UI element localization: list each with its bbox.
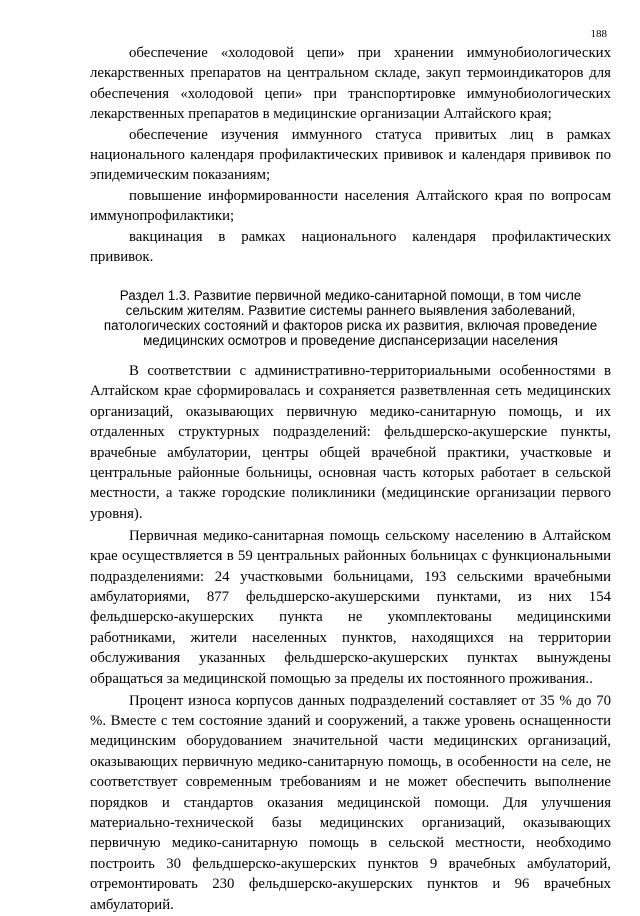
body-paragraph: Процент износа корпусов данных подразделений составляет от 35 % до 70 %. Вместе с тем состояние зданий и сооружений, а также уровень оснащенности медицинским оборудованием значительной части медицинских организаций, оказывающих первичную медико-санитарную помощь, в особенности на селе, не соответствует современным требованиям и не может обеспечить выполнение порядков и стандартов оказания медицинской помощи. Для улучшения материально-технической базы медицинских организаций, оказывающих первичную медико-санитарную помощь в сельской местности, необходимо построить 30 фельдшерско-акушерских пунктов 9 врачебных амбулаторий, отремонтировать 230 фельдшерско-акушерских пунктов и 96 врачебных амбулаторий. xyxy=(90,692,611,913)
section-heading-text: Раздел 1.3. Развитие первичной медико-санитарной помощи, в том числе сельским жителям. Развитие системы раннего выявления заболеваний, патологических состояний и факторов риска их развития, включая проведение медицинских осмотров и проведение диспансеризации населения xyxy=(103,288,598,348)
list-item: вакцинация в рамках национального календаря профилактических прививок. xyxy=(90,228,611,266)
list-item: обеспечение изучения иммунного статуса привитых лиц в рамках национального календаря профилактических прививок и календаря прививок по эпидемическим показаниям; xyxy=(90,126,611,184)
page-number: 188 xyxy=(590,28,607,40)
list-item: обеспечение «холодовой цепи» при хранении иммунобиологических лекарственных препаратов на центральном складе, закуп термоиндикаторов для обеспечения «холодовой цепи» при транспортировке иммунобиологических лекарственных препаратов в медицинские организации Алтайского края; xyxy=(90,45,611,123)
body-paragraph: В соответствии с административно-территориальными особенностями в Алтайском крае сформировалась и сохраняется разветвленная сеть медицинских организаций, оказывающих первичную медико-санитарную помощь, и их отдаленных структурных подразделений: фельдшерско-акушерские пункты, врачебные амбулатории, центры общей врачебной практики, участковые и центральные районные больницы, основная часть которых работает в сельской местности, а также городские поликлиники (медицинские организации первого уровня). xyxy=(90,363,611,522)
body-paragraph: Первичная медико-санитарная помощь сельскому населению в Алтайском крае осуществляется в 59 центральных районных больницах с функциональными подразделениями: 24 участковыми больницами, 193 сельскими врачебными амбулаториями, 877 фельдшерско-акушерскими пунктами, из них 154 фельдшерско-акушерских пункта не укомплектованы медицинскими работниками, жители населенных пунктов, находящихся на территории обслуживания указанных фельдшерско-акушерских пунктах вынуждены обращаться за медицинской помощью за пределы их постоянного проживания.. xyxy=(90,527,611,687)
list-item: повышение информированности населения Алтайского края по вопросам иммунопрофилактики; xyxy=(90,187,611,225)
section-heading xyxy=(90,288,611,348)
measures-list xyxy=(90,43,611,267)
section-body xyxy=(90,361,611,916)
